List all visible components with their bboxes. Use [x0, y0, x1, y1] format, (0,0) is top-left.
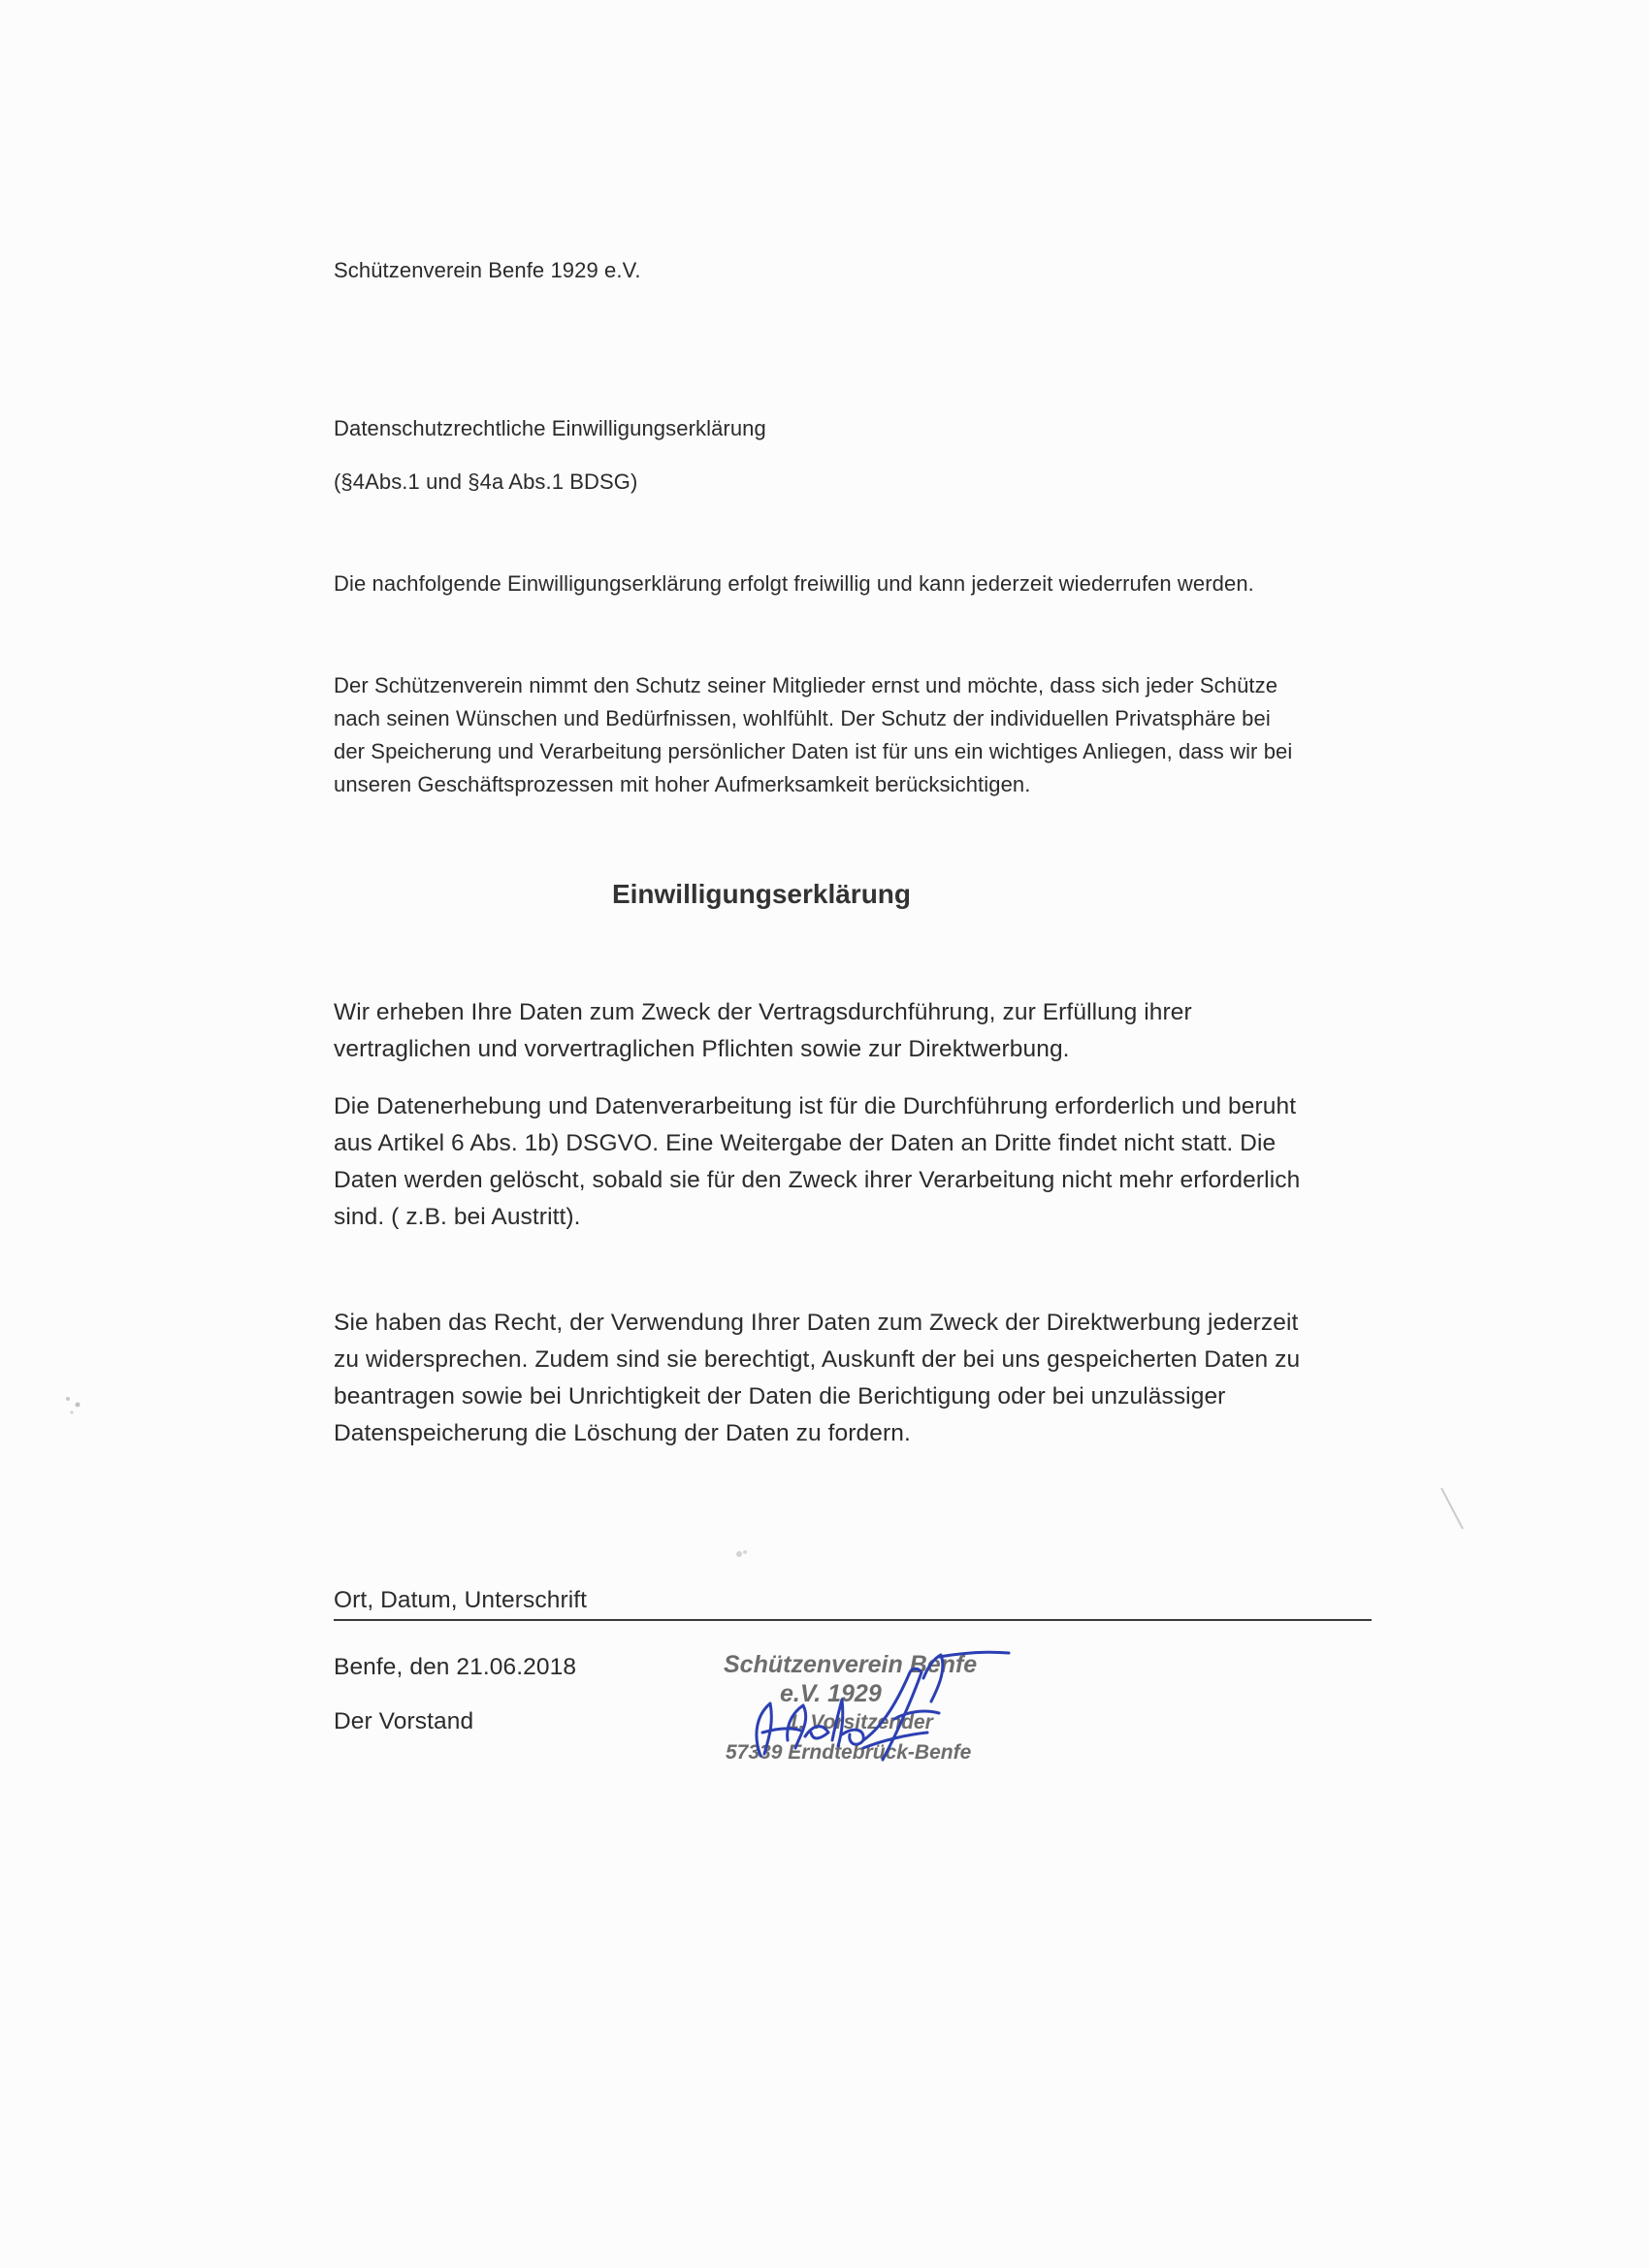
rights-line: Datenspeicherung die Löschung der Daten zu fordern. [334, 1420, 911, 1446]
scan-speck-decoration [1436, 1484, 1474, 1542]
privacy-paragraph [334, 669, 1372, 801]
signature-line [334, 1619, 1372, 1621]
stamp-line-4: 57339 Erndtebrück-Benfe [726, 1741, 972, 1764]
purpose-paragraph [334, 994, 1372, 1068]
stamp-line-3: 1. Vorsitzender [788, 1711, 933, 1733]
document-title: Datenschutzrechtliche Einwilligungserklärung [334, 416, 766, 440]
place-date: Benfe, den 21.06.2018 [334, 1654, 577, 1680]
stamp-and-signature [718, 1639, 1067, 1785]
signature-label: Ort, Datum, Unterschrift [334, 1587, 588, 1613]
scan-speck-decoration [58, 1387, 97, 1426]
scan-speck-decoration [728, 1540, 757, 1570]
privacy-line: unseren Geschäftsprozessen mit hoher Aufmerksamkeit berücksichtigen. [334, 772, 1031, 796]
rights-line: beantragen sowie bei Unrichtigkeit der Daten die Berichtigung oder bei unzulässiger [334, 1383, 1226, 1409]
processing-line: aus Artikel 6 Abs. 1b) DSGVO. Eine Weitergabe der Daten an Dritte findet nicht statt. Die [334, 1130, 1277, 1156]
purpose-line: Wir erheben Ihre Daten zum Zweck der Vertragsdurchführung, zur Erfüllung ihrer [334, 999, 1192, 1025]
rights-paragraph [334, 1305, 1372, 1452]
purpose-line: vertraglichen und vorvertraglichen Pflichten sowie zur Direktwerbung. [334, 1036, 1070, 1062]
stamp [724, 1651, 977, 1764]
privacy-line: nach seinen Wünschen und Bedürfnissen, wohlfühlt. Der Schutz der individuellen Privatsphäre bei [334, 706, 1271, 730]
rights-line: Sie haben das Recht, der Verwendung Ihrer Daten zum Zweck der Direktwerbung jederzeit [334, 1310, 1299, 1336]
privacy-line: der Speicherung und Verarbeitung persönlicher Daten ist für uns ein wichtiges Anliegen, dass wir bei [334, 739, 1293, 763]
rights-line: zu widersprechen. Zudem sind sie berechtigt, Auskunft der bei uns gespeicherten Daten zu [334, 1346, 1301, 1373]
stamp-line-1: Schützenverein Benfe [724, 1651, 978, 1678]
legal-reference: (§4Abs.1 und §4a Abs.1 BDSG) [334, 470, 638, 494]
processing-line: Daten werden gelöscht, sobald sie für den Zweck ihrer Verarbeitung nicht mehr erforderlich [334, 1167, 1301, 1193]
privacy-line: Der Schützenverein nimmt den Schutz seiner Mitglieder ernst und möchte, dass sich jeder Schütze [334, 673, 1278, 697]
intro-text: Die nachfolgende Einwilligungserklärung erfolgt freiwillig und kann jederzeit wiederrufen werden. [334, 571, 1254, 596]
processing-paragraph [334, 1088, 1372, 1236]
processing-line: sind. ( z.B. bei Austritt). [334, 1204, 581, 1230]
processing-line: Die Datenerhebung und Datenverarbeitung ist für die Durchführung erforderlich und beruht [334, 1093, 1297, 1119]
organization-name: Schützenverein Benfe 1929 e.V. [334, 258, 641, 282]
stamp-line-2: e.V. 1929 [780, 1680, 882, 1707]
consent-heading: Einwilligungserklärung [611, 879, 912, 909]
signatory: Der Vorstand [334, 1708, 474, 1734]
